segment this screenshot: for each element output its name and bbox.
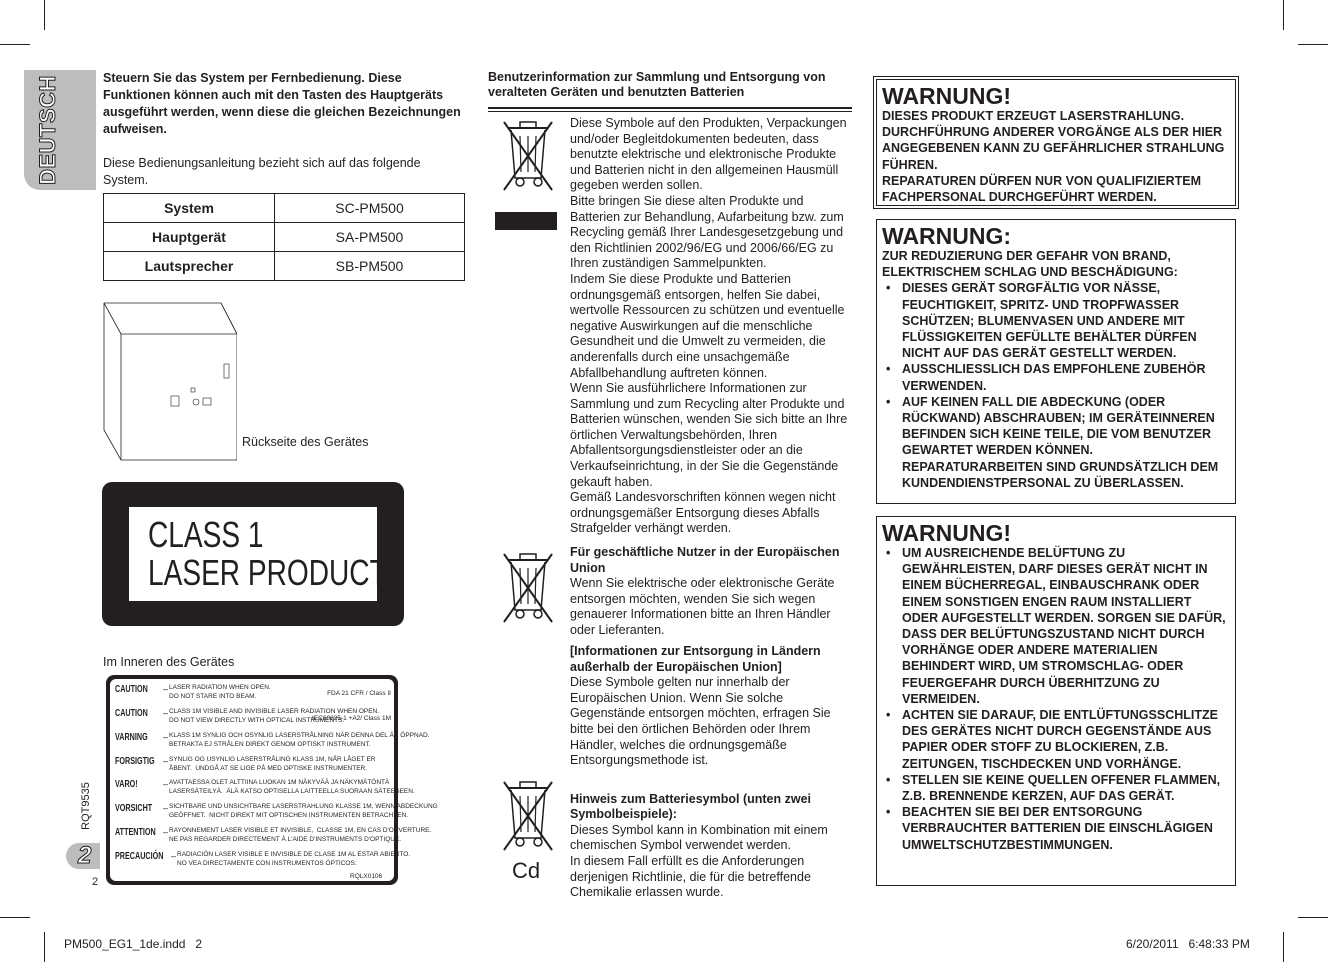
table-cell: SB-PM500 [275, 252, 465, 281]
warning-box-fire [876, 219, 1236, 504]
caution-row: VARO! – AVATTAESSA OLET ALTTIINA LUOKAN 1M NÄKYVÄÄ JA NÄKYMÄTÖNTÄ LASERSÄTEILYÄ. ÄLÄ KATSO OPTISELLA LAITTEELLA SUORAAN SÄTEESEEN. [115, 779, 415, 795]
footer-timestamp: 6/20/2011 6:48:33 PM [1126, 937, 1250, 951]
disposal-block-4-title: Hinweis zum Batteriesymbol (unten zwei Symbolbeispiele): [570, 791, 812, 822]
system-table [103, 193, 465, 281]
warning-title: WARNUNG! [882, 520, 1012, 546]
language-label: DEUTSCH [35, 75, 60, 185]
black-bar-symbol [495, 212, 557, 230]
rear-caption: Rückseite des Gerätes [242, 435, 369, 449]
table-cell: SC-PM500 [275, 194, 465, 223]
divider [488, 107, 852, 109]
device-rear-illustration [103, 302, 237, 462]
disposal-block-2-text: Wenn Sie elektrische oder elektronische Geräte entsorgen möchten, wenden Sie sich wegen genauerer Informationen bitte an Ihren Händler oder Lieferanten. [570, 576, 835, 637]
caution-row-label: VARNING [115, 732, 148, 743]
disposal-block-2 [570, 545, 852, 639]
footer-filename: PM500_EG1_1de.indd 2 [64, 937, 203, 951]
crop-mark [44, 932, 45, 962]
warning-title: WARNUNG! [882, 83, 1012, 109]
table-cell: SA-PM500 [275, 223, 465, 252]
caution-row-label: VORSICHT [115, 803, 153, 814]
caution-row-label: VARO! [115, 779, 138, 790]
table-row [104, 223, 465, 252]
caution-row-ref: IEC60825-1 +A2/ Class 1M [312, 715, 391, 722]
crop-mark [1283, 0, 1284, 30]
caution-row-text: AVATTAESSA OLET ALTTIINA LUOKAN 1M NÄKYVÄÄ JA NÄKYMÄTÖNTÄ LASERSÄTEILYÄ. ÄLÄ KATSO OPTISELLA LAITTEELLA SUORAAN SÄTEESEEN. [169, 779, 415, 795]
caution-row: PRECAUCIÓN – RADIACIÓN LASER VISIBLE E INVISIBLE DE CLASE 1M AL ESTAR ABIERTO. NO VEA DIRECTAMENTE CON INSTRUMENTOS ÓPTICOS. [115, 851, 411, 867]
table-cell: Lautsprecher [104, 252, 275, 281]
crop-mark [0, 44, 30, 45]
crop-mark [0, 917, 30, 918]
caution-row-text: KLASS 1M SYNLIG OCH OSYNLIG LASERSTRÅLNING NÄR DENNA DEL ÄR ÖPPNAD. BETRAKTA EJ STRÅLEN DIREKT GENOM OPTISKT INSTRUMENT. [169, 732, 430, 748]
caution-row-label: ATTENTION [115, 827, 156, 838]
list-item: • ACHTEN SIE DARAUF, DIE ENTLÜFTUNGSSCHLITZE DES GERÄTES NICHT DURCH GEGENSTÄNDE AUS PAPIER ODER STOFF ZU BLOCKIEREN, Z.B. ZEITUNGEN, TISCHDECKEN UND VORHÄNGE. [882, 707, 1230, 772]
caution-row-text: RADIACIÓN LASER VISIBLE E INVISIBLE DE CLASE 1M AL ESTAR ABIERTO. NO VEA DIRECTAMENTE CON INSTRUMENTOS ÓPTICOS. [177, 851, 411, 867]
caution-row: VARNING – KLASS 1M SYNLIG OCH OSYNLIG LASERSTRÅLNING NÄR DENNA DEL ÄR ÖPPNAD. BETRAKTA EJ STRÅLEN DIREKT GENOM OPTISKT INSTRUMENT. [115, 732, 430, 748]
caution-row-ref: FDA 21 CFR / Class II [327, 690, 391, 697]
table-row [104, 252, 465, 281]
crop-mark [44, 0, 45, 30]
laser-label-line2: LASER PRODUCT [148, 552, 387, 593]
list-item: • DIESES GERÄT SORGFÄLTIG VOR NÄSSE, FEUCHTIGKEIT, SPRITZ- UND TROPFWASSER SCHÜTZEN; BLUMENVASEN UND ANDERE MIT FLÜSSIGKEITEN GEFÜLLTE BEHÄLTER DÜRFEN NICHT AUF DAS GERÄT GESTELLT WERDEN. [882, 280, 1230, 361]
intro-text [103, 70, 468, 189]
table-cell: System [104, 194, 275, 223]
list-item: • AUSSCHLIESSLICH DAS EMPFOHLENE ZUBEHÖR VERWENDEN. [882, 361, 1230, 393]
table-row [104, 194, 465, 223]
disposal-block-2-title: Für geschäftliche Nutzer in der Europäischen Union [570, 545, 840, 575]
crop-mark [1283, 932, 1284, 962]
page-number: 2 [78, 842, 92, 869]
caution-row: CAUTION – CLASS 1M VISIBLE AND INVISIBLE LASER RADIATION WHEN OPEN. DO NOT VIEW DIRECTLY WITH OPTICAL INSTRUMENTS. IEC60825-1 +A2/ Class 1M [115, 708, 391, 724]
disposal-block-4 [570, 776, 852, 901]
inside-caption: Im Inneren des Gerätes [103, 655, 235, 669]
list-item: • BEACHTEN SIE BEI DER ENTSORGUNG VERBRAUCHTER BATTERIEN DIE EINSCHLÄGIGEN UMWELTSCHUTZBESTIMMUNGEN. [882, 804, 1230, 853]
disposal-block-4-text: Dieses Symbol kann in Kombination mit einem chemischen Symbol verwendet werden. In diesem Fall erfüllt es die Anforderungen derjenigen Richtlinie, die für die betreffende Chemikalie erlassen wurde. [570, 822, 828, 900]
disposal-block-1: Diese Symbole auf den Produkten, Verpackungen und/oder Begleitdokumenten bedeuten, dass benutzte elektrische und elektronische Produkte und Batterien nicht in den allgemeinen Hausmüll gegeben werden sollen. Bitte bringen Sie diese alten Produkte und Batterien zur Behandlung, Aufarbeitung bzw. zum Recycling gemäß Ihrer Landesgesetzgebung und den Richtlinien 2002/96/EG und 2006/66/EG zu Ihren zuständigen Sammelpunkten. Indem Sie diese Produkte und Batterien ordnungsgemäß entsorgen, helfen Sie dabei, wertvolle Ressourcen zu schützen und eventuelle negative Auswirkungen auf die menschliche Gesundheit und die Umwelt zu vermeiden, die anderenfalls durch eine unsachgemäße Abfallbehandlung auftreten können. Wenn Sie ausführlichere Informationen zur Sammlung und zum Recycling alter Produkte und Batterien wünschen, wenden Sie sich bitte an Ihre örtlichen Verwaltungsbehörden, Ihren Abfallentsorgungsdienstleister oder an die Verkaufseinrichtung, in der Sie die Gegenstände gekauft haben. Gemäß Landesvorschriften können wegen nicht ordnungsgemäßer Entsorgung dieses Abfalls Strafgelder verhängt werden. [570, 116, 848, 536]
caution-row-label: PRECAUCIÓN [115, 851, 164, 862]
crossed-bin-icon [500, 118, 556, 194]
doc-code: RQT9535 [80, 782, 92, 830]
disposal-block-3-title: [Informationen zur Entsorgung in Ländern außerhalb der Europäischen Union] [570, 644, 821, 674]
page-number-small: 2 [92, 876, 99, 888]
warning-box-laser [876, 79, 1236, 206]
list-item: • AUF KEINEN FALL DIE ABDECKUNG (ODER RÜCKWAND) ABSCHRAUBEN; IM GERÄTEINNEREN BEFINDEN SICH KEINE TEILE, DIE VOM BENUTZER GEWARTET WERDEN KÖNNEN. REPARATURARBEITEN SIND GRUNDSÄTZLICH DEM KUNDENDIENSTPERSONAL ZU ÜBERLASSEN. [882, 394, 1230, 491]
caution-row-text: SICHTBARE UND UNSICHTBARE LASERSTRAHLUNG KLASSE 1M, WENN ABDECKUNG GEÖFFNET. NICHT DIREKT MIT OPTISCHEN INSTRUMENTEN BETRACHTEN. [169, 803, 438, 819]
warning-box-ventilation [876, 516, 1236, 886]
cadmium-symbol: Cd [512, 858, 541, 883]
caution-row-label: CAUTION [115, 708, 148, 719]
warning-list [882, 280, 1230, 491]
crossed-bin-icon [500, 550, 556, 626]
warning-list [882, 545, 1230, 853]
list-item: • UM AUSREICHENDE BELÜFTUNG ZU GEWÄHRLEISTEN, DARF DIESES GERÄT NICHT IN EINEM BÜCHERREGAL, EINBAUSCHRANK ODER EINEM SONSTIGEN ENGEN RAUM INSTALLIERT ODER AUFGESTELLT WERDEN. SORGEN SIE DAFÜR, DASS DER BELÜFTUNGSZUSTAND NICHT DURCH VORHÄNGE ODER ANDERE MATERIALIEN BEHINDERT WIRD, UM STROMSCHLAG- ODER FEUERGEFAHR DURCH ÜBERHITZUNG ZU VERMEIDEN. [882, 545, 1230, 707]
table-cell: Hauptgerät [104, 223, 275, 252]
warning-title: WARNUNG: [882, 223, 1012, 249]
intro-bold: Steuern Sie das System per Fernbedienung. Diese Funktionen können auch mit den Tasten des Hauptgeräts ausgeführt werden, wenn diese die gleichen Bezeichnungen aufweisen. [103, 71, 461, 136]
list-item: • STELLEN SIE KEINE QUELLEN OFFENER FLAMMEN, Z.B. BRENNENDE KERZEN, AUF DAS GERÄT. [882, 772, 1230, 804]
crop-mark [1298, 917, 1328, 918]
disposal-block-3-text: Diese Symbole gelten nur innerhalb der Europäischen Union. Wenn Sie solche Gegenstände entsorgen möchten, erfragen Sie bitte bei den örtlichen Behörden oder Ihrem Händler, welches die ordnungsgemäße Entsorgungsmethode ist. [570, 675, 831, 768]
caution-row: CAUTION – LASER RADIATION WHEN OPEN. DO NOT STARE INTO BEAM. FDA 21 CFR / Class II [115, 684, 391, 700]
crop-mark [1298, 44, 1328, 45]
caution-row-text: LASER RADIATION WHEN OPEN. DO NOT STARE INTO BEAM. [169, 684, 271, 700]
caution-row-text: RAYONNEMENT LASER VISIBLE ET INVISIBLE, CLASSE 1M, EN CAS D'OUVERTURE. NE PAS REGARDER DIRECTEMENT À L'AIDE D'INSTRUMENTS D'OPTIQUE. [169, 827, 432, 843]
caution-row-text: SYNLIG OG USYNLIG LASERSTRÅLING KLASS 1M, NÅR LÅGET ER ÅBENT. UNDGÅ AT SE LIGE PÅ MED OPTISKE INSTRUMENTER. [169, 756, 376, 772]
caution-row: VORSICHT – SICHTBARE UND UNSICHTBARE LASERSTRAHLUNG KLASSE 1M, WENN ABDECKUNG GEÖFFNET. NICHT DIREKT MIT OPTISCHEN INSTRUMENTEN BETRACHTEN. [115, 803, 438, 819]
caution-row-label: FORSIGTIG [115, 756, 155, 767]
caution-row: FORSIGTIG – SYNLIG OG USYNLIG LASERSTRÅLING KLASS 1M, NÅR LÅGET ER ÅBENT. UNDGÅ AT SE LIGE PÅ MED OPTISKE INSTRUMENTER. [115, 756, 376, 772]
caution-label-code: RQLX0106 [350, 873, 383, 880]
caution-row-label: CAUTION [115, 684, 148, 695]
disposal-block-3 [570, 644, 852, 769]
caution-row-text: CLASS 1M VISIBLE AND INVISIBLE LASER RADIATION WHEN OPEN. DO NOT VIEW DIRECTLY WITH OPTICAL INSTRUMENTS. [169, 708, 380, 724]
crossed-bin-icon [500, 778, 556, 854]
intro-normal: Diese Bedienungsanleitung bezieht sich auf das folgende System. [103, 156, 421, 187]
warning-intro: ZUR REDUZIERUNG DER GEFAHR VON BRAND, ELEKTRISCHEM SCHLAG UND BESCHÄDIGUNG: [882, 249, 1178, 280]
disposal-heading: Benutzerinformation zur Sammlung und Entsorgung von veralteten Geräten und benutzten Batterien [488, 70, 826, 99]
laser-label-line1: CLASS 1 [148, 514, 264, 555]
divider [488, 111, 852, 112]
warning-text: DIESES PRODUKT ERZEUGT LASERSTRAHLUNG. DURCHFÜHRUNG ANDERER VORGÄNGE ALS DER HIER ANGEGEBENEN KANN ZU GEFÄHRLICHER STRAHLUNG FÜHREN. REPARATUREN DÜRFEN NUR VON QUALIFIZIERTEM FACHPERSONAL DURCHGEFÜHRT WERDEN. [882, 109, 1225, 205]
caution-row: ATTENTION – RAYONNEMENT LASER VISIBLE ET INVISIBLE, CLASSE 1M, EN CAS D'OUVERTURE. NE PAS REGARDER DIRECTEMENT À L'AIDE D'INSTRUMENTS D'OPTIQUE. [115, 827, 432, 843]
